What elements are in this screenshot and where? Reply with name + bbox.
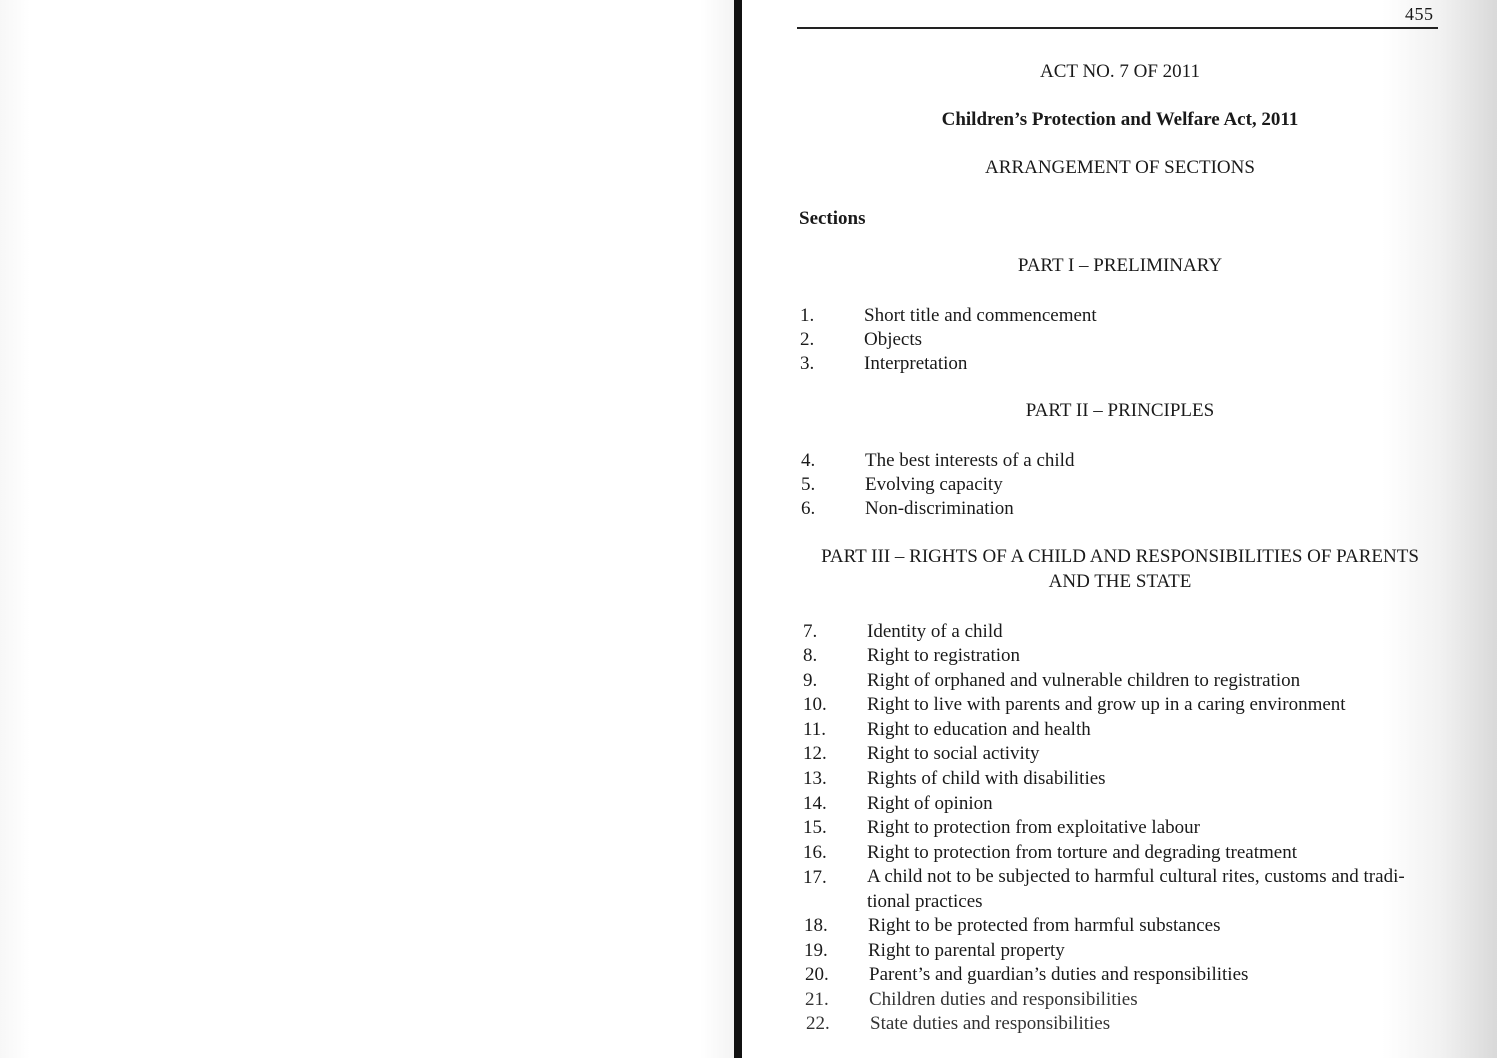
section-title: Right to registration <box>867 645 1021 666</box>
part-1-heading: PART I – PRELIMINARY <box>1017 255 1223 276</box>
header-rule <box>797 27 1438 29</box>
section-title: Right to live with parents and grow up in a caring environment <box>867 694 1346 715</box>
section-number: 11. <box>803 719 827 740</box>
section-number: 9. <box>803 670 818 691</box>
section-number: 18. <box>804 915 828 936</box>
section-title: Right of opinion <box>867 793 993 814</box>
section-number: 17. <box>803 867 827 888</box>
section-title: Rights of child with disabilities <box>867 768 1106 789</box>
section-title: Right to parental property <box>868 940 1065 961</box>
section-title: Children duties and responsibilities <box>869 989 1138 1010</box>
arrangement-heading: ARRANGEMENT OF SECTIONS <box>985 157 1255 178</box>
section-number: 15. <box>803 817 827 838</box>
act-title: Children’s Protection and Welfare Act, 2011 <box>941 109 1299 130</box>
section-title: A child not to be subjected to harmful cultural rites, customs and tradi-tional practices <box>867 866 1405 912</box>
section-number: 3. <box>800 353 815 374</box>
section-title: Right to be protected from harmful substances <box>868 915 1221 936</box>
act-number: ACT NO. 7 OF 2011 <box>1040 61 1200 82</box>
section-title: Identity of a child <box>867 621 1003 642</box>
section-title: The best interests of a child <box>865 450 1075 471</box>
section-title: State duties and responsibilities <box>870 1013 1111 1034</box>
section-title: Short title and commencement <box>864 305 1097 326</box>
section-number: 20. <box>805 964 829 985</box>
section-number: 4. <box>801 450 816 471</box>
section-number: 12. <box>803 743 827 764</box>
page-number: 455 <box>1405 4 1434 24</box>
section-number: 2. <box>800 329 815 350</box>
section-number: 5. <box>801 474 816 495</box>
section-number: 19. <box>804 940 828 961</box>
section-number: 21. <box>805 989 829 1010</box>
section-number: 8. <box>803 645 818 666</box>
left-blank-page <box>0 0 736 1058</box>
book-spine <box>734 0 742 1058</box>
section-number: 10. <box>803 694 827 715</box>
section-title: Right to education and health <box>867 719 1091 740</box>
part-3-heading: PART III – RIGHTS OF A CHILD AND RESPONSIBILITIES OF PARENTS AND THE STATE <box>821 546 1419 592</box>
section-number: 16. <box>803 842 827 863</box>
section-title: Objects <box>864 329 923 350</box>
section-title: Right to protection from exploitative labour <box>867 817 1200 838</box>
section-number: 6. <box>801 498 816 519</box>
section-title: Evolving capacity <box>865 474 1003 495</box>
section-number: 14. <box>803 793 827 814</box>
section-title: Non-discrimination <box>865 498 1014 519</box>
section-title: Right to social activity <box>867 743 1040 764</box>
section-title: Parent’s and guardian’s duties and responsibilities <box>869 964 1249 985</box>
section-title: Right to protection from torture and degrading treatment <box>867 842 1298 863</box>
section-number: 1. <box>800 305 815 326</box>
section-number: 22. <box>806 1013 830 1034</box>
section-title: Interpretation <box>864 353 968 374</box>
section-title: Right of orphaned and vulnerable children to registration <box>867 670 1301 691</box>
section-number: 7. <box>803 621 818 642</box>
section-number: 13. <box>803 768 827 789</box>
sections-label: Sections <box>799 208 866 229</box>
part-2-heading: PART II – PRINCIPLES <box>1025 400 1215 421</box>
